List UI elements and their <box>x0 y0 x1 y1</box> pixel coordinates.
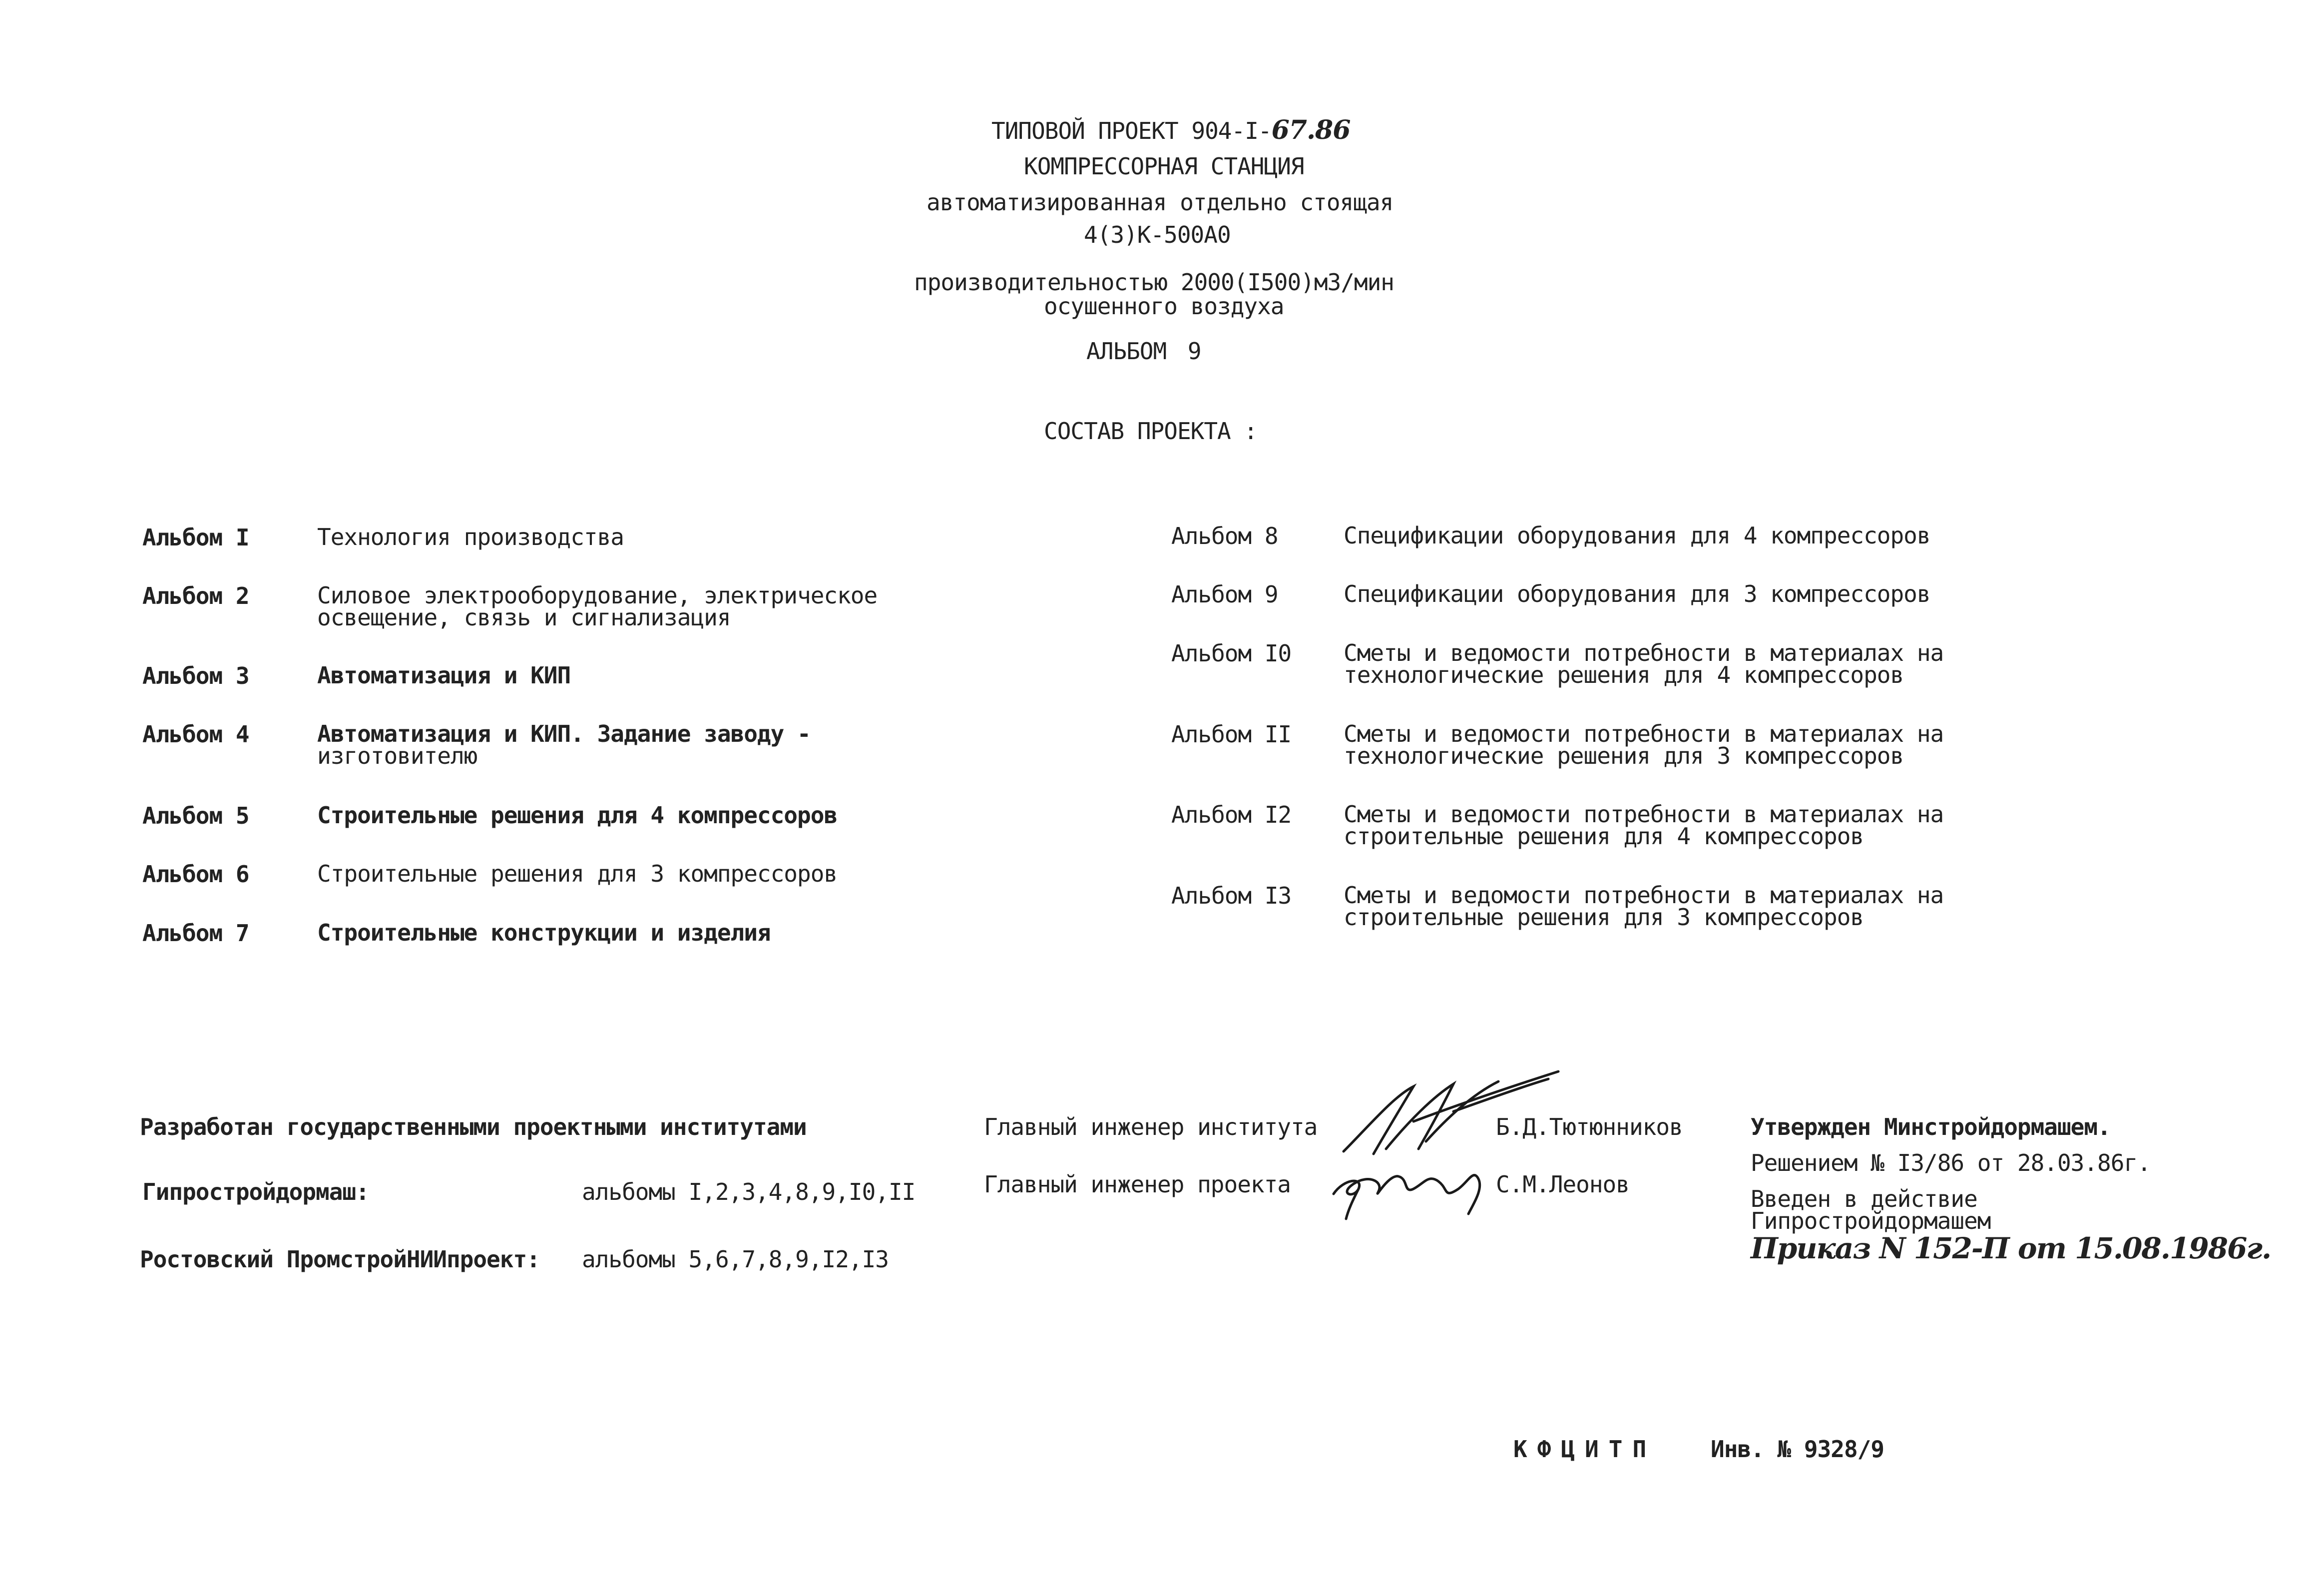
station-subtitle: автоматизированная отдельно стоящая <box>927 189 1394 216</box>
album-description <box>317 526 624 548</box>
project-code: ТИПОВОЙ ПРОЕКТ 904-I- <box>991 117 1272 144</box>
album-description <box>1344 580 1930 607</box>
album-description-line: Сметы и ведомости потребности в материалах на <box>1344 720 1944 747</box>
signature-project-engineer <box>1324 1134 1503 1224</box>
inventory-number: Инв. № 9328/9 <box>1711 1436 1884 1463</box>
album-description-line: Сметы и ведомости потребности в материалах на <box>1344 882 1944 909</box>
album-description <box>317 919 771 946</box>
album-description-line: Строительные конструкции и изделия <box>317 919 771 946</box>
album-description <box>317 720 811 769</box>
approval-line-1: Утвержден Минстройдормашем. <box>1751 1113 2111 1140</box>
capacity-line-2: осушенного воздуха <box>1044 293 1284 320</box>
album-description-line: технологические решения для 4 компрессоров <box>1344 661 1904 688</box>
album-label: Альбом 2 <box>142 582 249 609</box>
album-label: Альбом 5 <box>142 802 249 829</box>
album-description-line: освещение, связь и сигнализация <box>317 604 731 631</box>
album-description <box>317 662 571 689</box>
developers-title: Разработан государственными проектными институтами <box>140 1113 807 1140</box>
album-description-line: Строительные решения для 3 компрессоров <box>317 860 838 887</box>
album-description-line: Технология производства <box>317 524 624 550</box>
approval-order-handwritten: Приказ N 152-П от 15.08.1986г. <box>1751 1231 2271 1265</box>
approval-enactment <box>1751 1185 1991 1234</box>
chief-engineer-institute-name: Б.Д.Тютюнников <box>1496 1113 1683 1140</box>
project-number-handwritten: 67.86 <box>1271 115 1351 145</box>
album-label: Альбом 8 <box>1171 523 1278 549</box>
album-description <box>1344 801 1944 850</box>
album-description <box>317 582 878 631</box>
album-description <box>1344 522 1930 549</box>
album-label: Альбом II <box>1171 721 1292 748</box>
album-label: Альбом 6 <box>142 861 249 888</box>
album-description-line: строительные решения для 4 компрессоров <box>1344 823 1864 850</box>
album-label: Альбом I <box>142 524 249 551</box>
album-description-line: Сметы и ведомости потребности в материалах на <box>1344 801 1944 828</box>
album-description <box>1344 639 1944 688</box>
approval-line-4: Гипростройдормашем <box>1751 1207 1991 1234</box>
album-label: Альбом I3 <box>1171 882 1292 909</box>
approval-line-3: Введен в действие <box>1751 1185 1977 1212</box>
chief-engineer-project-role: Главный инженер проекта <box>984 1171 1291 1198</box>
album-number: АЛЬБОМ 9 <box>1086 338 1201 365</box>
album-description-line: Силовое электрооборудование, электрическое <box>317 582 878 609</box>
institute-albums: альбомы I,2,3,4,8,9,I0,II <box>582 1178 916 1205</box>
institute-albums: альбомы 5,6,7,8,9,I2,I3 <box>582 1246 889 1273</box>
album-description-line: Строительные решения для 4 компрессоров <box>317 802 838 829</box>
album-description-line: Автоматизация и КИП <box>317 662 571 689</box>
album-description-line: Спецификации оборудования для 4 компрессоров <box>1344 522 1930 549</box>
album-description <box>317 860 838 887</box>
composition-title: СОСТАВ ПРОЕКТА : <box>1044 418 1258 445</box>
agency-code: КФЦИТП <box>1513 1436 1657 1463</box>
album-label: Альбом 7 <box>142 920 249 947</box>
approval-line-2: Решением № I3/86 от 28.03.86г. <box>1751 1149 2151 1176</box>
album-description-line: Сметы и ведомости потребности в материалах на <box>1344 639 1944 666</box>
chief-engineer-institute-role: Главный инженер института <box>984 1113 1318 1140</box>
chief-engineer-project-name: С.М.Леонов <box>1496 1171 1629 1198</box>
album-description <box>1344 882 1944 931</box>
capacity-line-1: производительностью 2000(I500)м3/мин <box>914 269 1394 296</box>
album-label: Альбом 9 <box>1171 581 1278 608</box>
album-description-line: Спецификации оборудования для 3 компрессоров <box>1344 580 1930 607</box>
album-description <box>317 802 838 829</box>
album-description-line: Автоматизация и КИП. Задание заводу - <box>317 720 811 747</box>
album-description-line: технологические решения для 3 компрессоров <box>1344 742 1904 769</box>
album-description-line: строительные решения для 3 компрессоров <box>1344 904 1864 931</box>
station-model: 4(3)К-500А0 <box>1084 221 1231 248</box>
institute-name: Ростовский ПромстройНИИпроект: <box>140 1246 540 1273</box>
album-description-line: изготовителю <box>317 742 477 769</box>
album-label: Альбом 4 <box>142 721 249 748</box>
album-label: Альбом 3 <box>142 662 249 689</box>
station-title: КОМПРЕССОРНАЯ СТАНЦИЯ <box>1024 153 1304 180</box>
album-label: Альбом I0 <box>1171 640 1292 667</box>
album-description <box>1344 720 1944 769</box>
album-label: Альбом I2 <box>1171 801 1292 828</box>
institute-name: Гипростройдормаш: <box>142 1178 369 1205</box>
